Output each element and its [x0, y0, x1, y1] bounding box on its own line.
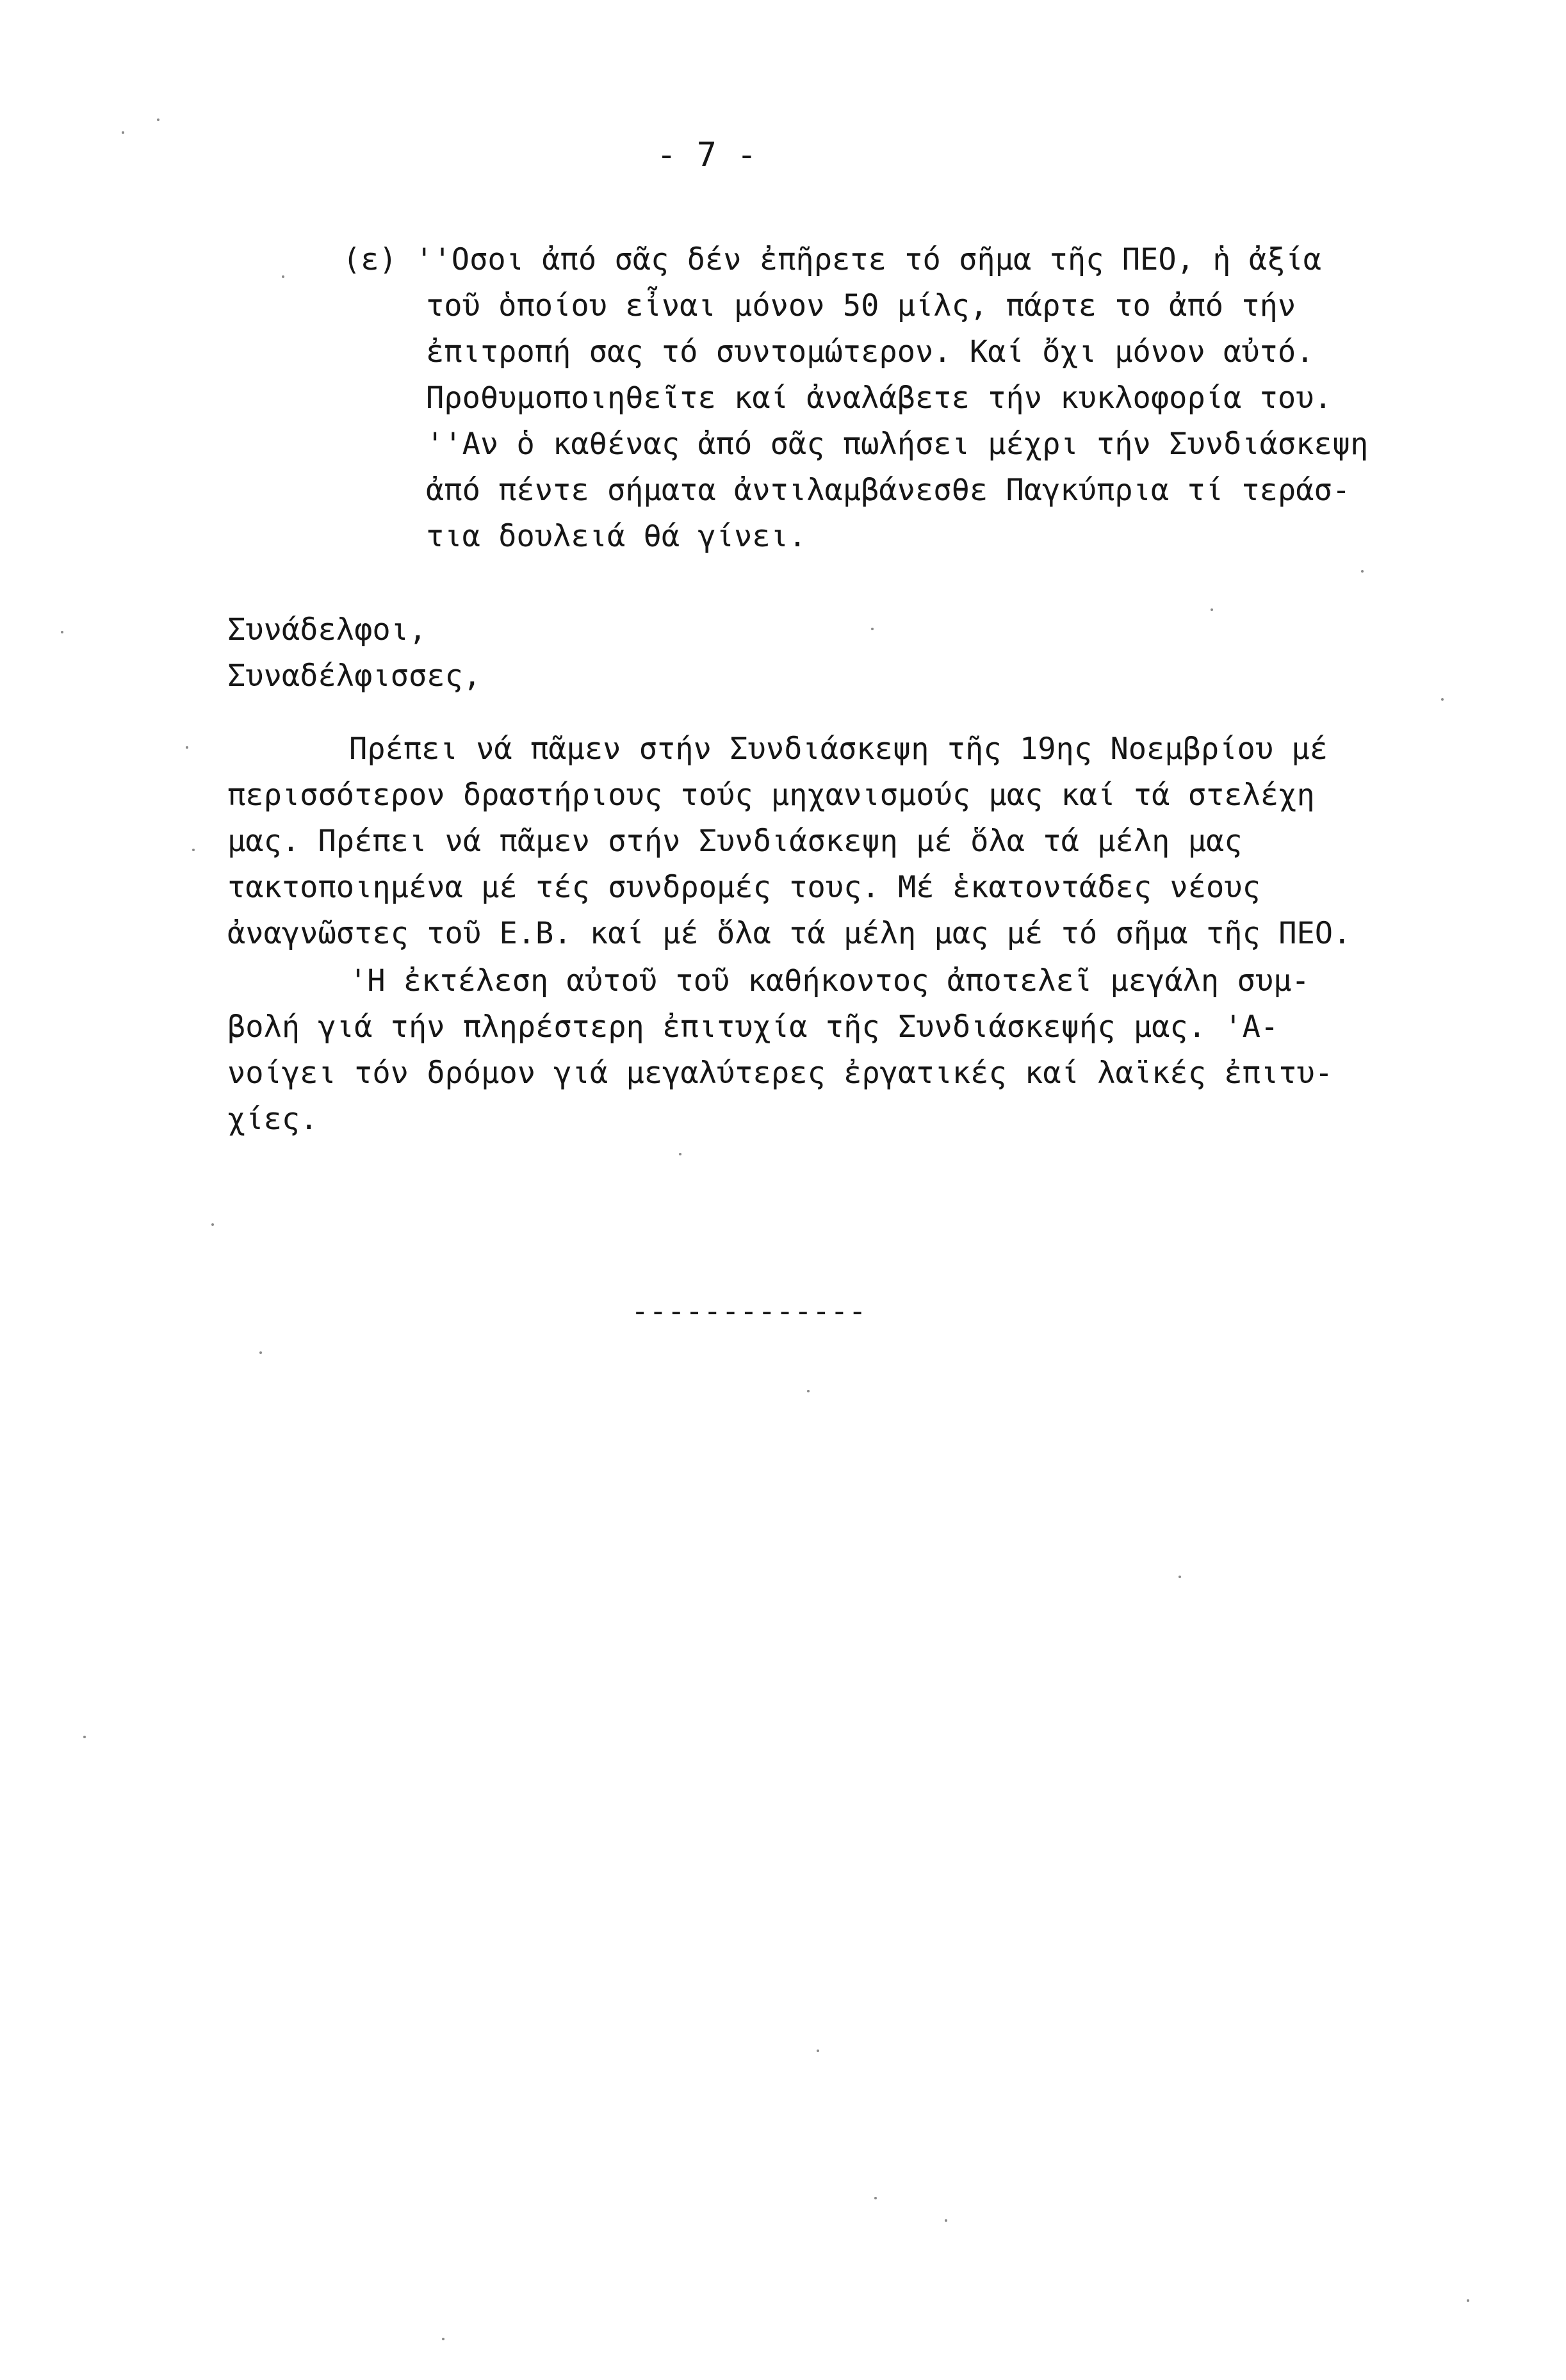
paragraph-line: ἀναγνῶστες τοῦ Ε.Β. καί μέ ὅλα τά μέλη μας μέ τό σῆμα τῆς ΠΕΟ.: [227, 916, 1351, 951]
scan-speck: [1179, 1576, 1181, 1578]
scan-speck: [83, 1736, 86, 1738]
item-e-line: Προθυμοποιηθεῖτε καί ἀναλάβετε τήν κυκλοφορία του.: [426, 380, 1332, 416]
paragraph-line: μας. Πρέπει νά πᾶμεν στήν Συνδιάσκεψη μέ ὅλα τά μέλη μας: [227, 824, 1243, 859]
salutation-line: Συνάδελφοι,: [227, 612, 427, 648]
scan-speck: [211, 1223, 214, 1226]
salutation-line: Συναδέλφισσες,: [227, 658, 482, 694]
paragraph-line: 'Η ἐκτέλεση αὐτοῦ τοῦ καθήκοντος ἀποτελεῖ μεγάλη συμ-: [349, 963, 1310, 998]
scan-speck: [874, 2197, 877, 2199]
paragraph-conference: [227, 726, 1351, 957]
scan-speck: [817, 2050, 819, 2052]
item-e-line: τοῦ ὁποίου εἶναι μόνον 50 μίλς, πάρτε το ἀπό τήν: [426, 288, 1296, 323]
item-e-line: τια δουλειά θά γίνει.: [426, 519, 807, 554]
paragraph-line: Πρέπει νά πᾶμεν στήν Συνδιάσκεψη τῆς 19ης Νοεμβρίου μέ: [349, 731, 1328, 767]
scan-speck: [192, 849, 195, 851]
paragraph-line: τακτοποιημένα μέ τές συνδρομές τους. Μέ ἑκατοντάδες νέους: [227, 870, 1260, 905]
paragraph-duty: [227, 958, 1333, 1143]
scan-speck: [282, 275, 284, 278]
scan-speck: [679, 1153, 681, 1155]
scan-speck: [259, 1351, 262, 1354]
paragraph-line: νοίγει τόν δρόμον γιά μεγαλύτερες ἐργατικές καί λαϊκές ἐπιτυ-: [227, 1056, 1334, 1091]
page-number: - 7 -: [657, 136, 757, 174]
item-e-line: ἀπό πέντε σήματα ἀντιλαμβάνεσθε Παγκύπρια τί τεράσ-: [426, 473, 1351, 508]
item-e-line: (ε) ''Οσοι ἀπό σᾶς δέν ἐπῆρετε τό σῆμα τῆς ΠΕΟ, ἡ ἀξία: [343, 242, 1322, 277]
list-item-e: [343, 237, 1368, 560]
paragraph-line: βολή γιά τήν πληρέστερη ἐπιτυχία τῆς Συνδιάσκεψής μας. 'Α-: [227, 1009, 1279, 1045]
scan-speck: [186, 746, 188, 749]
scan-speck: [807, 1390, 810, 1392]
item-e-line: ''Αν ὁ καθένας ἀπό σᾶς πωλήσει μέχρι τήν Συνδιάσκεψη: [426, 427, 1369, 462]
scan-speck: [157, 118, 159, 121]
scan-speck: [945, 2219, 947, 2222]
scan-speck: [1211, 608, 1213, 611]
scan-speck: [442, 2338, 445, 2340]
scan-speck: [122, 131, 124, 134]
section-divider: -------------: [631, 1294, 867, 1329]
paragraph-line: περισσότερον δραστήριους τούς μηχανισμούς μας καί τά στελέχη: [227, 778, 1315, 813]
item-e-line: ἐπιτροπή σας τό συντομώτερον. Καί ὄχι μόνον αὐτό.: [426, 334, 1314, 370]
paragraph-line: χίες.: [227, 1102, 318, 1137]
salutation: [227, 607, 481, 699]
scan-speck: [1361, 570, 1364, 573]
scan-speck: [1441, 698, 1444, 701]
scan-speck: [1467, 2299, 1469, 2302]
scan-speck: [871, 628, 874, 630]
scan-speck: [61, 631, 63, 633]
